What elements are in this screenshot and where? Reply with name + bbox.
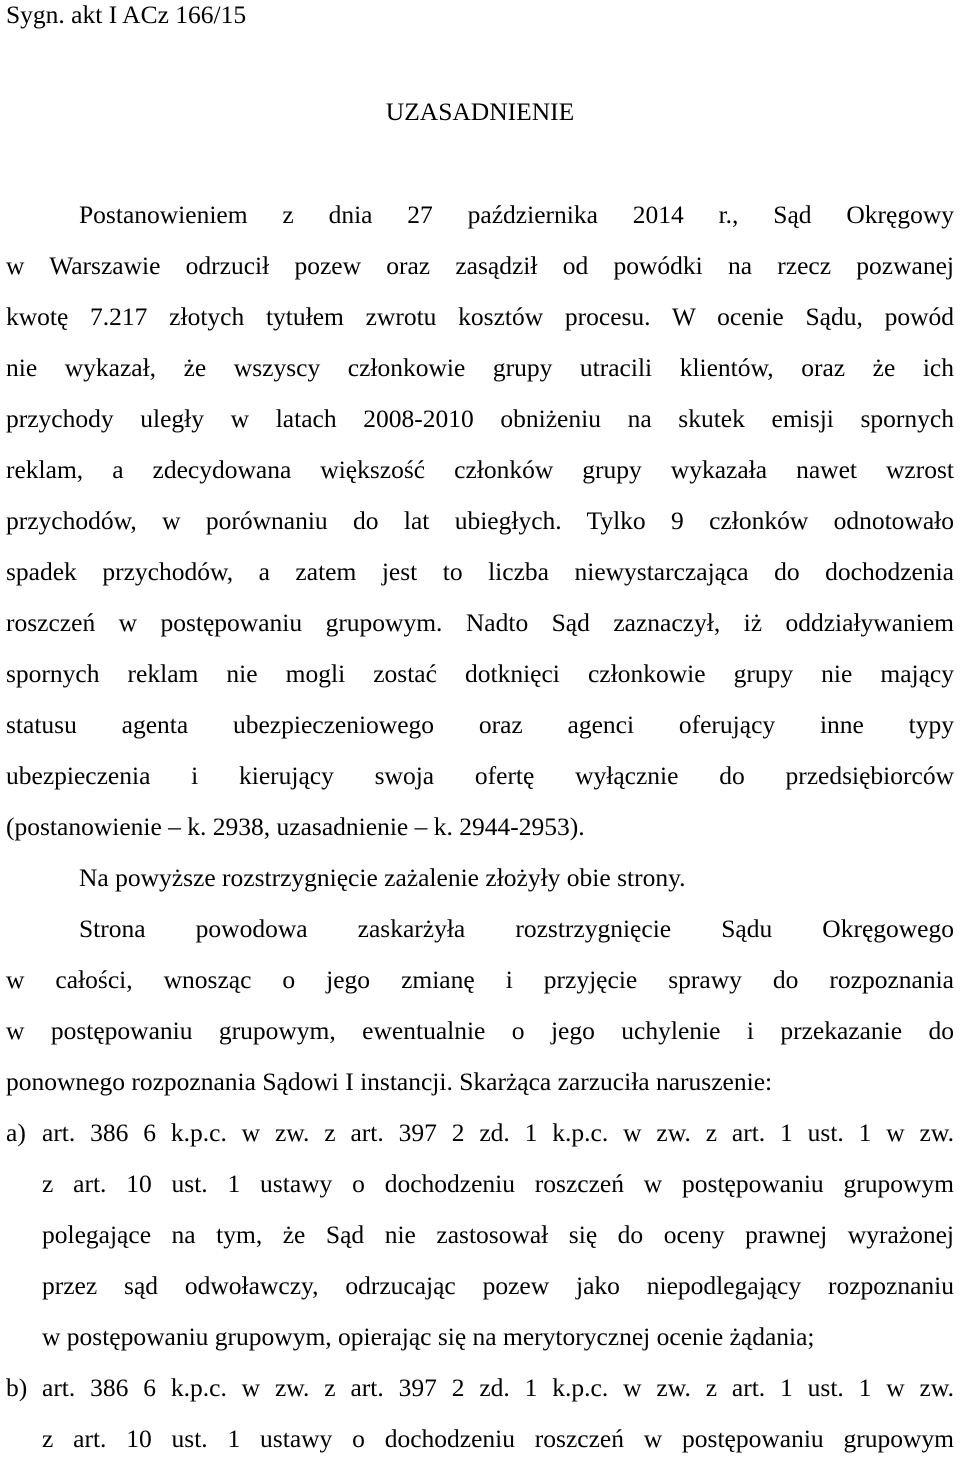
list-marker: b) <box>6 1373 28 1402</box>
paragraph-line: w całości, wnosząc o jego zmianę i przyjęcie sprawy do rozpoznania <box>6 965 954 994</box>
paragraph-line: (postanowienie – k. 2938, uzasadnienie – k. 2944-2953). <box>6 812 585 841</box>
list-text: art. 386 6 k.p.c. w zw. z art. 397 2 zd. 1 k.p.c. w zw. z art. 1 ust. 1 w zw. <box>42 1373 954 1402</box>
paragraph-line: statusu agenta ubezpieczeniowego oraz agenci oferujący inne typy <box>6 710 954 739</box>
paragraph-line: roszczeń w postępowaniu grupowym. Nadto Sąd zaznaczył, iż oddziaływaniem <box>6 608 954 637</box>
paragraph-line: w postępowaniu grupowym, ewentualnie o jego uchylenie i przekazanie do <box>6 1016 954 1045</box>
paragraph-line: Strona powodowa zaskarżyła rozstrzygnięcie Sądu Okręgowego <box>79 914 954 943</box>
paragraph-line: spadek przychodów, a zatem jest to liczba niewystarczająca do dochodzenia <box>6 557 954 586</box>
paragraph-line: ubezpieczenia i kierujący swoja ofertę wyłącznie do przedsiębiorców <box>6 761 954 790</box>
list-line <box>6 1116 954 1167</box>
paragraph-line: Postanowieniem z dnia 27 października 2014 r., Sąd Okręgowy <box>79 200 954 229</box>
list-text: z art. 10 ust. 1 ustawy o dochodzeniu roszczeń w postępowaniu grupowym <box>42 1424 954 1453</box>
list-line <box>6 1167 954 1218</box>
paragraph-line: spornych reklam nie mogli zostać dotknięci członkowie grupy nie mający <box>6 659 954 688</box>
list-line <box>6 1218 954 1269</box>
list-text: przez sąd odwoławczy, odrzucając pozew jako niepodlegający rozpoznaniu <box>42 1271 954 1300</box>
list-line <box>6 1269 954 1320</box>
paragraph-line: w Warszawie odrzucił pozew oraz zasądził od powódki na rzecz pozwanej <box>6 251 954 280</box>
list-marker: a) <box>6 1118 26 1147</box>
list-item-b <box>6 1371 954 1473</box>
case-reference: Sygn. akt I ACz 166/15 <box>6 0 247 29</box>
list-item-a <box>6 1116 954 1371</box>
paragraph-line: nie wykazał, że wszyscy członkowie grupy utracili klientów, oraz że ich <box>6 353 954 382</box>
list-line <box>6 1320 954 1371</box>
paragraph-ruling-summary <box>6 198 954 861</box>
list-line <box>6 1422 954 1473</box>
paragraph-line: ponownego rozpoznania Sądowi I instancji. Skarżąca zarzuciła naruszenie: <box>6 1067 773 1096</box>
paragraph-line: Na powyższe rozstrzygnięcie zażalenie złożyły obie strony. <box>79 863 686 892</box>
paragraph-line: kwotę 7.217 złotych tytułem zwrotu kosztów procesu. W ocenie Sądu, powód <box>6 302 954 331</box>
document-title: UZASADNIENIE <box>385 97 575 126</box>
list-text: polegające na tym, że Sąd nie zastosował się do oceny prawnej wyrażonej <box>42 1220 954 1249</box>
list-text: w postępowaniu grupowym, opierając się na merytorycznej ocenie żądania; <box>42 1322 815 1351</box>
list-text: art. 386 6 k.p.c. w zw. z art. 397 2 zd. 1 k.p.c. w zw. z art. 1 ust. 1 w zw. <box>42 1118 954 1147</box>
list-text: z art. 10 ust. 1 ustawy o dochodzeniu roszczeń w postępowaniu grupowym <box>42 1169 954 1198</box>
paragraph-line: przychody uległy w latach 2008-2010 obniżeniu na skutek emisji spornych <box>6 404 954 433</box>
paragraph-plaintiff-appeal <box>6 912 954 1116</box>
list-line <box>6 1371 954 1422</box>
document-body <box>6 198 954 1473</box>
paragraph-line: reklam, a zdecydowana większość członków grupy wykazała nawet wzrost <box>6 455 954 484</box>
paragraph-appeals-filed <box>6 861 954 912</box>
paragraph-line: przychodów, w porównaniu do lat ubiegłych. Tylko 9 członków odnotowało <box>6 506 954 535</box>
